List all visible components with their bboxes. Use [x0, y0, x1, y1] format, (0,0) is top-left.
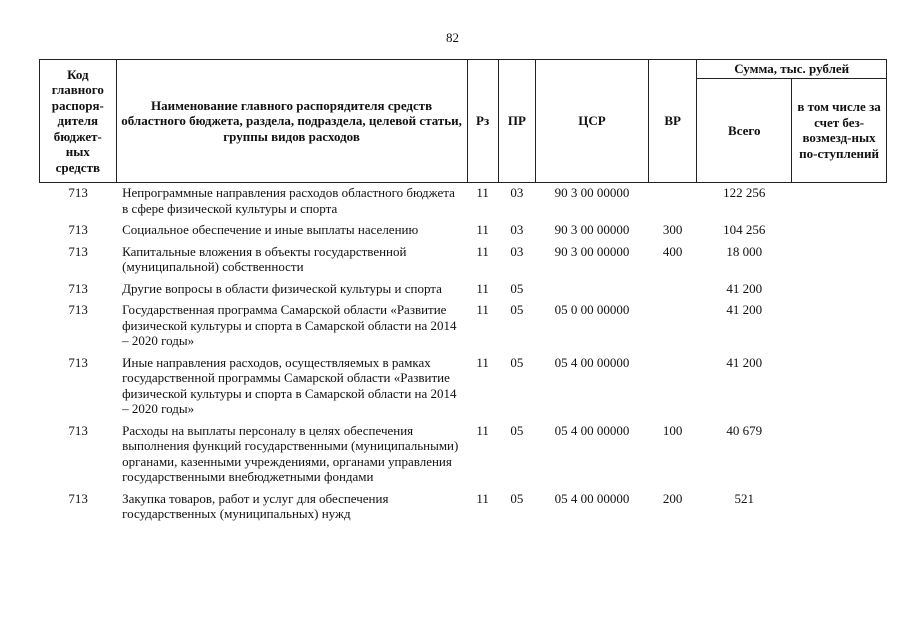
row-pr: 03 [510, 222, 524, 237]
row-name: Капитальные вложения в объекты государственной (муниципальной) собственности [122, 243, 407, 274]
row-free [792, 279, 887, 301]
header-code: Код главного распоря-дителя бюджет-ных средств [40, 60, 117, 183]
header-sum: Сумма, тыс. рублей [697, 60, 887, 79]
header-free: в том числе за счет без-возмезд-ных по-ступлений [792, 78, 887, 183]
row-rz: 11 [476, 243, 489, 259]
row-name: Социальное обеспечение и иные выплаты населению [122, 222, 419, 237]
row-vr: 200 [662, 490, 683, 506]
row-vr [648, 300, 696, 353]
table-row [40, 421, 887, 489]
row-vr: 300 [662, 222, 683, 237]
row-rz: 11 [476, 302, 489, 317]
row-rz: 11 [476, 222, 489, 237]
row-name: Государственная программа Самарской области «Развитие физической культуры и спорта в Самарской области на 2014 – 2020 годы» [122, 302, 457, 348]
row-free [792, 421, 887, 489]
row-pr: 05 [510, 302, 524, 317]
row-free [792, 220, 887, 242]
row-code: 713 [68, 354, 88, 370]
table-row [40, 489, 887, 526]
row-csr: 05 0 00 00000 [554, 302, 630, 317]
row-total: 41 200 [726, 302, 763, 317]
row-rz: 11 [476, 280, 489, 296]
header-rz: Рз [467, 60, 498, 183]
row-free [792, 300, 887, 353]
row-rz: 11 [476, 422, 489, 438]
row-total: 41 200 [726, 354, 763, 370]
table-row [40, 220, 887, 242]
row-pr: 03 [510, 243, 524, 259]
row-vr [648, 183, 696, 221]
row-vr [648, 353, 696, 421]
row-name: Закупка товаров, работ и услуг для обеспечения государственных (муниципальных) нужд [122, 490, 389, 521]
table-row [40, 242, 887, 279]
table-row [40, 300, 887, 353]
row-vr: 400 [662, 243, 683, 259]
header-name: Наименование главного распорядителя средств областного бюджета, раздела, подраздела, целевой статьи, группы видов расходов [116, 60, 467, 183]
row-total: 521 [734, 490, 755, 506]
row-vr [648, 279, 696, 301]
row-rz: 11 [476, 354, 489, 370]
row-vr: 100 [662, 422, 683, 438]
row-code: 713 [68, 243, 88, 259]
page-number: 82 [446, 30, 459, 45]
header-vr: ВР [648, 60, 696, 183]
row-pr: 05 [510, 490, 524, 506]
row-csr: 90 3 00 00000 [554, 243, 630, 259]
row-total: 122 256 [723, 185, 766, 200]
row-name: Непрограммные направления расходов областного бюджета в сфере физической культуры и спорта [122, 185, 455, 216]
row-pr: 05 [510, 280, 524, 296]
row-code: 713 [68, 185, 88, 200]
row-code: 713 [68, 490, 88, 506]
row-code: 713 [68, 280, 88, 296]
header-pr: ПР [498, 60, 535, 183]
row-free [792, 183, 887, 221]
table-row [40, 183, 887, 221]
row-csr: 05 4 00 00000 [554, 422, 630, 438]
header-csr: ЦСР [536, 60, 649, 183]
row-csr: 05 4 00 00000 [554, 354, 630, 370]
row-pr: 03 [510, 185, 524, 200]
row-name: Другие вопросы в области физической культуры и спорта [122, 280, 442, 296]
row-name: Расходы на выплаты персоналу в целях обеспечения выполнения функций государственными (муниципальными) органами, казенными учреждениями, органами управления государственными внебюджетными фондами [122, 422, 459, 484]
row-csr: 05 4 00 00000 [554, 490, 630, 506]
budget-table [39, 59, 887, 526]
row-name: Иные направления расходов, осуществляемых в рамках государственной программы Самарской области «Развитие физической культуры и спорта в Самарской области на 2014 – 2020 годы» [122, 354, 457, 416]
row-total: 41 200 [726, 280, 763, 296]
row-free [792, 353, 887, 421]
table-row [40, 353, 887, 421]
row-free [792, 242, 887, 279]
row-code: 713 [68, 222, 88, 237]
row-total: 18 000 [726, 243, 763, 259]
table-body [40, 183, 887, 526]
row-csr: 90 3 00 00000 [554, 185, 630, 200]
table-row [40, 279, 887, 301]
row-csr: 90 3 00 00000 [554, 222, 630, 237]
row-total: 40 679 [726, 422, 763, 438]
row-pr: 05 [510, 422, 524, 438]
row-rz: 11 [476, 490, 489, 506]
row-pr: 05 [510, 354, 524, 370]
table-header [40, 60, 887, 183]
row-rz: 11 [476, 185, 489, 200]
row-free [792, 489, 887, 526]
header-total: Всего [697, 78, 792, 183]
row-csr [536, 279, 649, 301]
row-code: 713 [68, 422, 88, 438]
row-total: 104 256 [723, 222, 766, 237]
row-code: 713 [68, 302, 88, 317]
